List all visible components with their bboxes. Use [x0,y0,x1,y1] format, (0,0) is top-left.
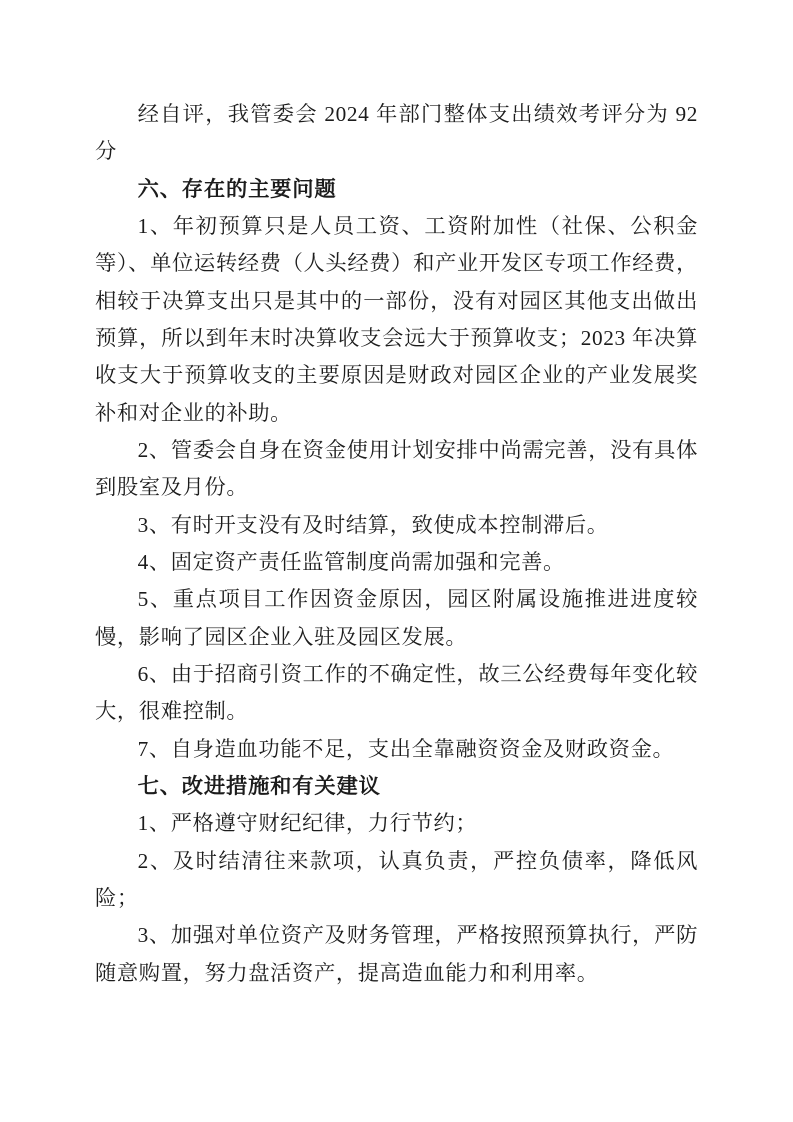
paragraph: 经自评，我管委会 2024 年部门整体支出绩效考评分为 92 分 [95,102,698,164]
paragraph: 4、固定资产责任监管制度尚需加强和完善。 [137,549,565,574]
paragraph: 5、重点项目工作因资金原因，园区附属设施推进进度较慢，影响了园区企业入驻及园区发展。 [95,587,698,649]
section-heading: 七、改进措施和有关建议 [137,773,381,798]
document-text-body [95,96,698,992]
paragraph: 7、自身造血功能不足，支出全靠融资资金及财政资金。 [137,736,675,761]
paragraph: 2、管委会自身在资金使用计划安排中尚需完善，没有具体到股室及月份。 [95,437,698,500]
paragraph: 6、由于招商引资工作的不确定性，故三公经费每年变化较大，很难控制。 [95,661,698,724]
paragraph: 2、及时结清往来款项，认真负责，严控负债率，降低风险； [95,848,698,910]
paragraph: 3、加强对单位资产及财务管理，严格按照预算执行，严防随意购置，努力盘活资产，提高造血能力和利用率。 [95,923,698,985]
paragraph: 1、严格遵守财纪纪律，力行节约； [137,811,478,836]
paragraph: 1、年初预算只是人员工资、工资附加性（社保、公积金等）、单位运转经费（人头经费）和产业开发区专项工作经费，相较于决算支出只是其中的一部份，没有对园区其他支出做出预算，所以到年末时决算收支会远大于预算收支；2023 年决算收支大于预算收支的主要原因是财政对园区企业的产业发展奖补和对企业的补助。 [95,213,698,425]
paragraph: 3、有时开支没有及时结算，致使成本控制滞后。 [137,512,609,537]
section-heading: 六、存在的主要问题 [137,176,337,201]
